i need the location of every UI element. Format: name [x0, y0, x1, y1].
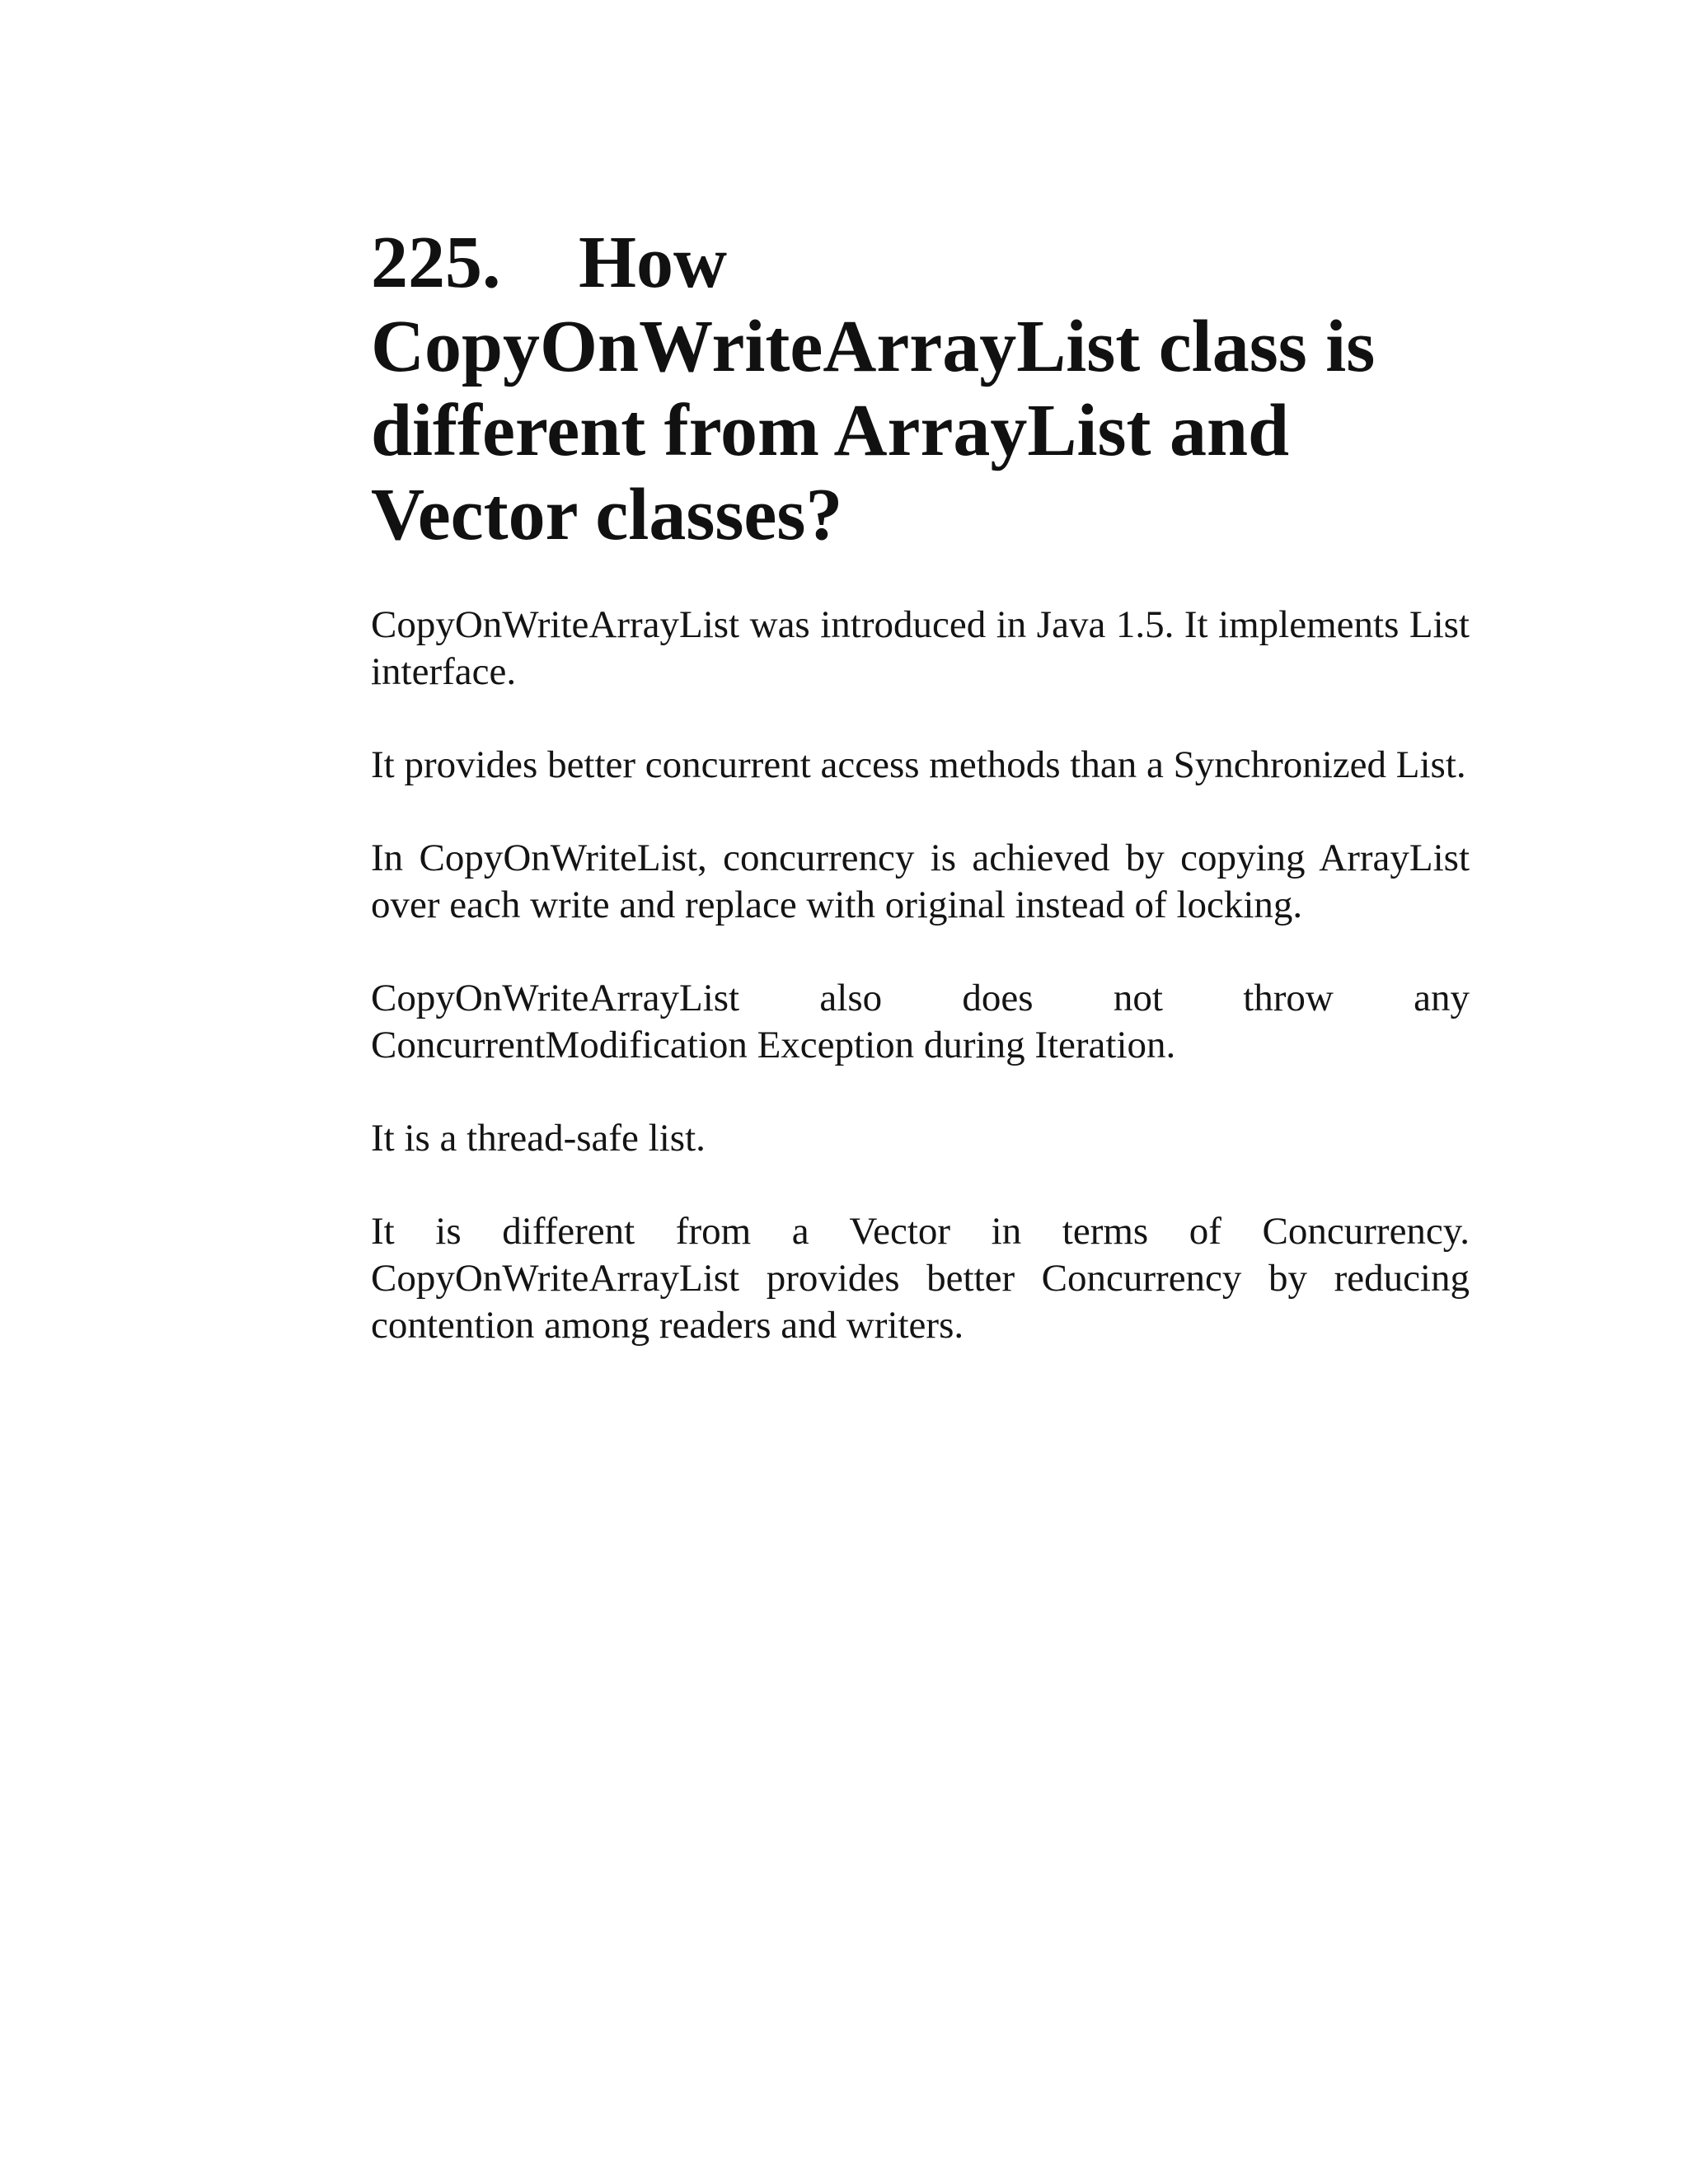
paragraph-thread-safe: It is a thread-safe list. — [371, 1117, 706, 1160]
question-number: 225. — [371, 222, 501, 303]
paragraph-no-exception: CopyOnWriteArrayList also does not throw any ConcurrentModification Exception during Iteration. — [371, 977, 1470, 1066]
answer-body — [371, 602, 1470, 1349]
question-heading — [371, 221, 1470, 557]
question-title: How CopyOnWriteArrayList class is different from ArrayList and Vector classes? — [371, 222, 1376, 555]
paragraph-introduction: CopyOnWriteArrayList was introduced in Java 1.5. It implements List interface. — [371, 603, 1470, 693]
document-page — [371, 221, 1470, 1395]
paragraph-copy-on-write: In CopyOnWriteList, concurrency is achieved by copying ArrayList over each write and replace with original instead of locking. — [371, 837, 1470, 926]
paragraph-vector-difference: It is different from a Vector in terms of Concurrency. CopyOnWriteArrayList provides better Concurrency by reducing contention among readers and writers. — [371, 1210, 1470, 1347]
paragraph-concurrent-access: It provides better concurrent access methods than a Synchronized List. — [371, 743, 1466, 786]
